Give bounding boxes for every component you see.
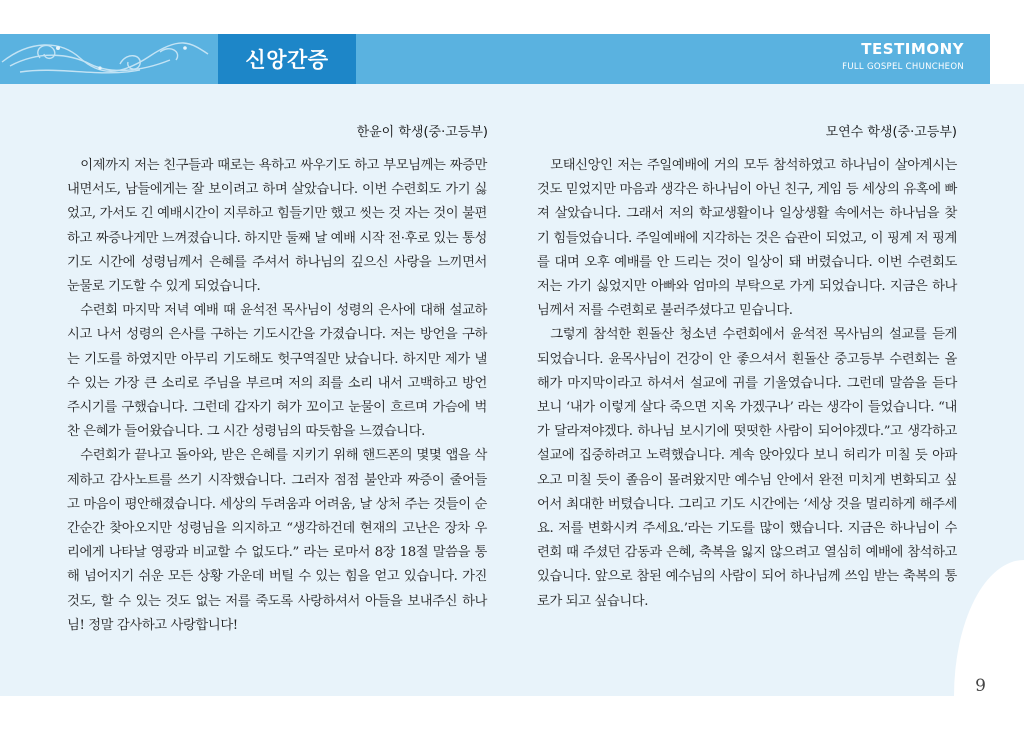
right-author: 모연수 학생(중·고등부) [825,125,957,140]
paragraph: 모태신앙인 저는 주일예배에 거의 모두 참석하였고 하나님이 살아계시는 것도 믿었지만 마음과 생각은 하나님이 아닌 친구, 게임 등 세상의 유혹에 빠져 살았습니다. 그래서 저의 학교생활이나 일상생활 속에서는 하나님을 찾기 힘들었습니다. 주일예배에 지각하는 것은 습관이 되었고, 이 핑계 저 핑계를 대며 오후 예배를 안 드리는 것이 일상이 돼 버렸습니다. 이번 수련회도 저는 가기 싫었지만 아빠와 엄마의 부탁으로 가게 되었습니다. 지금은 하나님께서 저를 수련회로 불러주셨다고 믿습니다. [537,158,957,319]
brand-block [842,40,964,72]
paragraph: 그렇게 참석한 흰돌산 청소년 수련회에서 윤석전 목사님의 설교를 듣게 되었습니다. 윤목사님이 건강이 안 좋으셔서 흰돌산 중고등부 수련회는 올해가 마지막이라고 하셔서 설교에 귀를 기울였습니다. 그런데 말씀을 듣다 보니 ‘내가 이렇게 살다 죽으면 지옥 가겠구나’ 라는 생각이 들었습니다. “내가 달라져야겠다. 하나님 보시기에 떳떳한 사람이 되어야겠다.”고 생각하고 설교에 집중하려고 노력했습니다. 계속 앉아있다 보니 허리가 미칠 듯 아파오고 미칠 듯이 졸음이 몰려왔지만 예수님 안에서 완전 미치게 변화되고 싶어서 최대한 버텼습니다. 그리고 기도 시간에는 ‘세상 것을 멀리하게 해주세요. 저를 변화시켜 주세요.’라는 기도를 많이 했습니다. 지금은 하나님이 수련회 때 주셨던 감동과 은혜, 축복을 잃지 않으려고 열심히 예배에 참석하고 있습니다. 앞으로 참된 예수님의 사람이 되어 하나님께 쓰임 받는 축복의 통로가 되고 싶습니다. [537,327,957,609]
left-author: 한윤이 학생(중·고등부) [356,125,488,140]
section-title: 신앙간증 [245,48,329,72]
right-testimony [537,154,957,614]
paragraph: 수련회 마지막 저녁 예배 때 윤석전 목사님이 성령의 은사에 대해 설교하시고 나서 성령의 은사를 구하는 기도시간을 가졌습니다. 저는 방언을 구하는 기도를 하였지만 아무리 기도해도 헛구역질만 났습니다. 하지만 제가 낼 수 있는 가장 큰 소리로 주님을 부르며 저의 죄를 소리 내서 고백하고 방언 주시기를 구했습니다. 그런데 갑자기 혀가 꼬이고 눈물이 흐르며 가슴에 벅찬 은혜가 들어왔습니다. 그 시간 성령님의 따듯함을 느꼈습니다. [67,303,487,440]
section-title-box [218,34,356,84]
page-number: 9 [975,676,986,696]
paragraph: 수련회가 끝나고 돌아와, 받은 은혜를 지키기 위해 핸드폰의 몇몇 앱을 삭제하고 감사노트를 쓰기 시작했습니다. 그러자 점점 불안과 짜증이 줄어들고 마음이 평안해졌습니다. 세상의 두려움과 어려움, 날 상처 주는 것들이 순간순간 찾아오지만 성령님을 의지하고 “생각하건데 현재의 고난은 장차 우리에게 나타날 영광과 비교할 수 없도다.” 라는 로마서 8장 18절 말씀을 통해 넘어지기 쉬운 모든 상황 가운데 버틸 수 있는 힘을 얻고 있습니다. 가진 것도, 할 수 있는 것도 없는 저를 죽도록 사랑하셔서 아들을 보내주신 하나님! 정말 감사하고 사랑합니다! [67,448,487,633]
paragraph: 이제까지 저는 친구들과 때로는 욕하고 싸우기도 하고 부모님께는 짜증만 내면서도, 남들에게는 잘 보이려고 하며 살았습니다. 이번 수련회도 가기 싫었고, 가서도 긴 예배시간이 지루하고 힘들기만 했고 씻는 것 자는 것이 불편하고 짜증나게만 느껴졌습니다. 하지만 둘째 날 예배 시작 전·후로 있는 통성기도 시간에 성령님께서 은혜를 주셔서 하나님의 깊으신 사랑을 느끼면서 눈물로 기도할 수 있게 되었습니다. [67,158,487,295]
swirl-ornament-icon [0,36,210,82]
brand-title: TESTIMONY [861,40,964,58]
left-testimony [67,154,487,638]
brand-subtitle: FULL GOSPEL CHUNCHEON [842,62,964,72]
